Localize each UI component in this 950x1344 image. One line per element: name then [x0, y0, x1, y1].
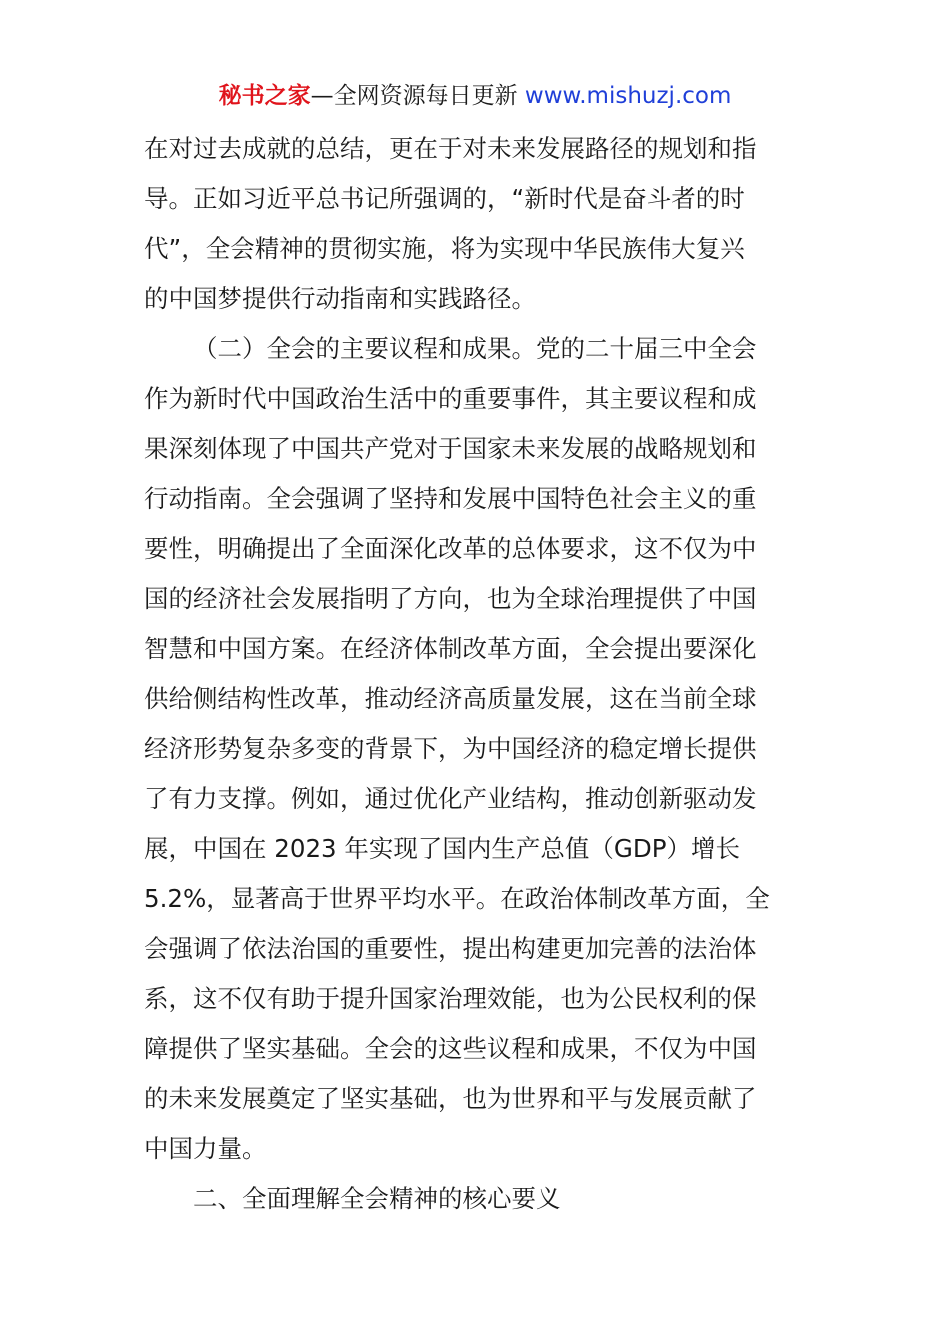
- header-tagline: —全网资源每日更新: [310, 83, 525, 109]
- body-line: 障提供了坚实基础。全会的这些议程和成果，不仅为中国: [144, 1034, 757, 1063]
- document-body: [144, 124, 808, 1224]
- body-line: 5.2%，显著高于世界平均水平。在政治体制改革方面，全: [144, 884, 770, 913]
- body-line: 国的经济社会发展指明了方向，也为全球治理提供了中国: [144, 584, 757, 613]
- body-line: 行动指南。全会强调了坚持和发展中国特色社会主义的重: [144, 484, 757, 513]
- body-line: 导。正如习近平总书记所强调的，“新时代是奋斗者的时: [144, 184, 745, 213]
- body-line: 智慧和中国方案。在经济体制改革方面，全会提出要深化: [144, 634, 757, 663]
- body-line: 的未来发展奠定了坚实基础，也为世界和平与发展贡献了: [144, 1084, 757, 1113]
- body-line: 作为新时代中国政治生活中的重要事件，其主要议程和成: [144, 384, 757, 413]
- body-line: 展，中国在 2023 年实现了国内生产总值（GDP）增长: [144, 834, 741, 863]
- body-line: 在对过去成就的总结，更在于对未来发展路径的规划和指: [144, 134, 757, 163]
- body-line: 供给侧结构性改革，推动经济高质量发展，这在当前全球: [144, 684, 757, 713]
- body-line: 了有力支撑。例如，通过优化产业结构，推动创新驱动发: [144, 784, 757, 813]
- body-line: 经济形势复杂多变的背景下，为中国经济的稳定增长提供: [144, 734, 757, 763]
- brand-name: 秘书之家: [218, 83, 311, 109]
- section-heading-line: （二）全会的主要议程和成果。党的二十届三中全会: [193, 334, 757, 363]
- page-header: [0, 80, 950, 112]
- body-line: 系，这不仅有助于提升国家治理效能，也为公民权利的保: [144, 984, 757, 1013]
- body-line: 代”，全会精神的贯彻实施，将为实现中华民族伟大复兴: [144, 234, 745, 263]
- body-line: 中国力量。: [144, 1134, 267, 1163]
- body-line: 要性，明确提出了全面深化改革的总体要求，这不仅为中: [144, 534, 757, 563]
- site-url-link[interactable]: www.mishuzj.com: [524, 83, 732, 109]
- body-line: 会强调了依法治国的重要性，提出构建更加完善的法治体: [144, 934, 757, 963]
- chapter-heading: 二、全面理解全会精神的核心要义: [193, 1184, 561, 1213]
- body-line: 果深刻体现了中国共产党对于国家未来发展的战略规划和: [144, 434, 757, 463]
- body-line: 的中国梦提供行动指南和实践路径。: [144, 284, 536, 313]
